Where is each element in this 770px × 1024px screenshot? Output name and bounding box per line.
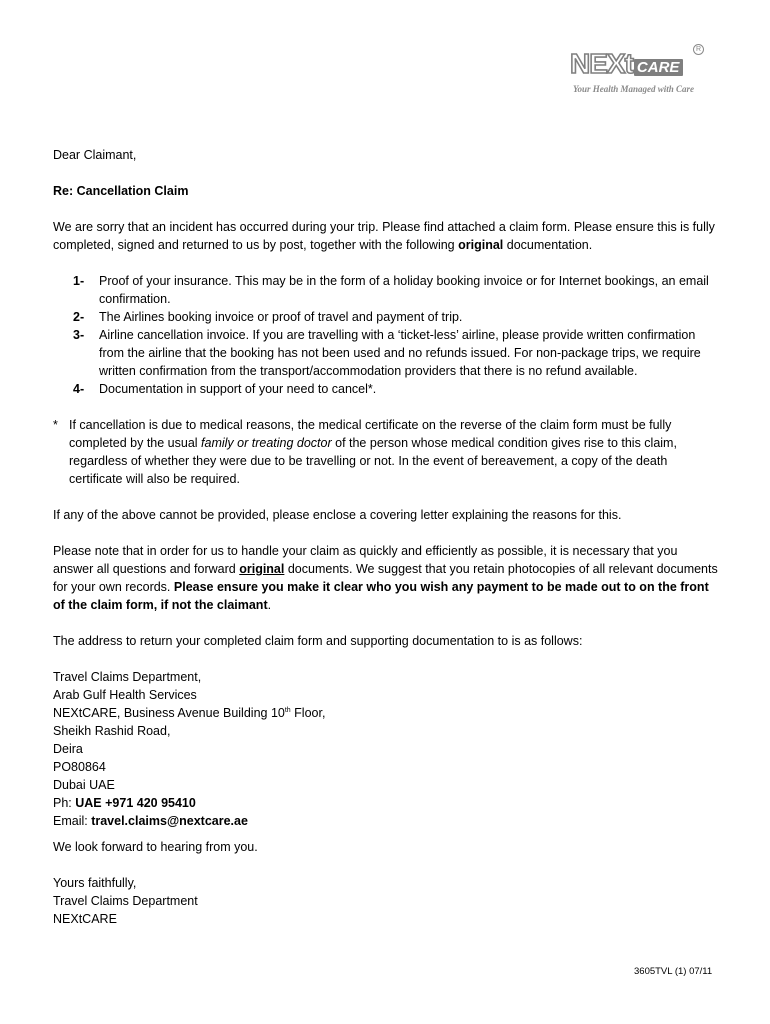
letter-body <box>53 146 721 928</box>
note-payment-instruction: Please ensure you make it clear who you wish any payment to be made out to on the front of the claim form, if not the claimant <box>53 580 709 612</box>
signoff-department: Travel Claims Department <box>53 894 198 908</box>
email-line <box>53 812 721 830</box>
address-intro: The address to return your completed claim form and supporting documentation to is as follows: <box>53 634 583 648</box>
email-label: Email: <box>53 814 92 828</box>
list-item <box>53 380 721 398</box>
address-line: PO80864 <box>53 760 106 774</box>
address-line: Travel Claims Department, <box>53 670 202 684</box>
list-item-number: 1- <box>73 274 85 288</box>
phone-number: UAE +971 420 95410 <box>75 796 196 810</box>
footnote-text-2: of the person whose medical condition gives rise to this claim, regardless of whether they were due to be travelling or not. In the event of bereavement, a copy of the death certificate will also be required. <box>69 436 677 486</box>
list-item-number: 2- <box>73 310 85 324</box>
note-original-underlined: original <box>239 562 285 576</box>
list-item-text: The Airlines booking invoice or proof of travel and payment of trip. <box>99 310 463 324</box>
logo-care-text: CARE <box>634 59 684 76</box>
list-item-number: 3- <box>73 328 85 342</box>
note-text-2: documents. We suggest that you retain photocopies of all relevant documents for your own records. <box>53 562 718 594</box>
list-item <box>53 272 721 308</box>
list-item <box>53 308 721 326</box>
cannot-provide-paragraph: If any of the above cannot be provided, please enclose a covering letter explaining the reasons for this. <box>53 508 622 522</box>
intro-paragraph <box>53 218 721 254</box>
required-documents-list <box>53 272 721 398</box>
list-item-text: Airline cancellation invoice. If you are travelling with a ‘ticket-less’ airline, please provide written confirmation from the airline that the booking has not been used and no refunds issued. For non-package trips, we require written confirmation from the transport/accommodation providers that there is no refund available. <box>99 328 701 378</box>
logo-wordmark <box>570 46 683 78</box>
footnote-italic: family or treating doctor <box>201 436 332 450</box>
signoff-company: NEXtCARE <box>53 912 117 926</box>
footnote-text-1: If cancellation is due to medical reasons, the medical certificate on the reverse of the claim form must be fully completed by the usual <box>69 418 672 450</box>
address-line: Dubai UAE <box>53 778 115 792</box>
return-address <box>53 668 721 830</box>
company-logo <box>570 44 705 92</box>
list-item-text: Proof of your insurance. This may be in the form of a holiday booking invoice or for Internet bookings, an email confirmation. <box>99 274 709 306</box>
medical-footnote <box>53 416 721 488</box>
salutation: Dear Claimant, <box>53 148 137 162</box>
phone-label: Ph: <box>53 796 76 810</box>
list-item-number: 4- <box>73 382 85 396</box>
phone-line <box>53 794 721 812</box>
registered-mark-icon: R <box>693 44 704 55</box>
logo-tagline: Your Health Managed with Care <box>572 84 694 94</box>
note-end: . <box>267 598 272 612</box>
intro-original-bold: original <box>458 238 504 252</box>
intro-text-2: documentation. <box>503 238 593 252</box>
address-floor-suffix: th <box>284 706 291 714</box>
letter-subject: Re: Cancellation Claim <box>53 184 189 198</box>
logo-nex-text: NEXt <box>570 48 633 79</box>
email-address: travel.claims@nextcare.ae <box>91 814 248 828</box>
address-line <box>53 704 721 722</box>
address-line: Arab Gulf Health Services <box>53 688 197 702</box>
closing-line: Yours faithfully, <box>53 876 137 890</box>
intro-text-1: We are sorry that an incident has occurred during your trip. Please find attached a claim form. Please ensure this is fully completed, signed and returned to us by post, together with the following <box>53 220 715 252</box>
footnote-asterisk: * <box>53 418 58 432</box>
note-paragraph <box>53 542 721 614</box>
address-line: Sheikh Rashid Road, <box>53 724 171 738</box>
address-building: NEXtCARE, Business Avenue Building 10 <box>53 706 285 720</box>
address-line: Deira <box>53 742 83 756</box>
look-forward-line: We look forward to hearing from you. <box>53 840 258 854</box>
list-item-text: Documentation in support of your need to cancel*. <box>99 382 377 396</box>
list-item <box>53 326 721 380</box>
document-reference-code: 3605TVL (1) 07/11 <box>634 966 713 977</box>
note-text-1: Please note that in order for us to handle your claim as quickly and efficiently as possible, it is necessary that you answer all questions and forward <box>53 544 678 576</box>
address-floor: Floor, <box>290 706 326 720</box>
